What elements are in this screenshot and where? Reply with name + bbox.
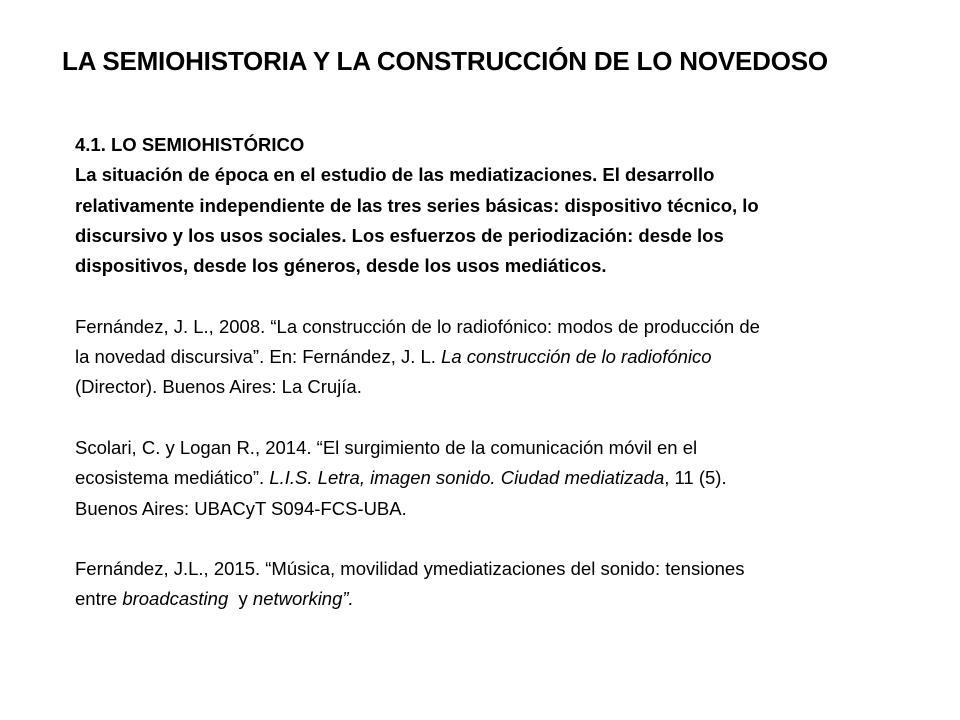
reference-2-text: ecosistema mediático”.	[75, 467, 270, 489]
reference-2	[75, 433, 905, 524]
section-line-2: relativamente independiente de las tres series básicas: dispositivo técnico, lo	[75, 194, 759, 216]
slide-title: LA SEMIOHISTORIA Y LA CONSTRUCCIÓN DE LO NOVEDOSO	[62, 46, 828, 76]
reference-1-text: la novedad discursiva”. En: Fernández, J. L.	[75, 346, 442, 368]
reference-2-line-3: Buenos Aires: UBACyT S094-FCS-UBA.	[75, 497, 407, 519]
section-line-1: La situación de época en el estudio de las mediatizaciones. El desarrollo	[75, 164, 715, 186]
reference-3-line-1: Fernández, J.L., 2015. “Música, movilidad ymediatizaciones del sonido: tensiones	[75, 558, 745, 580]
reference-3-closing: ”.	[342, 588, 354, 610]
section-line-4: dispositivos, desde los géneros, desde los usos mediáticos.	[75, 255, 607, 277]
reference-2-journal-title: L.I.S. Letra, imagen sonido. Ciudad mediatizada	[269, 467, 665, 489]
spacer	[75, 281, 905, 311]
reference-2-volume: , 11 (5).	[664, 467, 727, 489]
spacer	[75, 403, 905, 433]
reference-1-line-2	[75, 342, 905, 372]
spacer	[75, 524, 905, 554]
reference-3-term-networking: networking	[252, 588, 343, 610]
reference-2-line-2	[75, 463, 905, 493]
slide-content	[75, 130, 905, 615]
section-line-3: discursivo y los usos sociales. Los esfuerzos de periodización: desde los	[75, 224, 724, 246]
section-intro	[75, 130, 905, 281]
reference-1-line-1: Fernández, J. L., 2008. “La construcción de lo radiofónico: modos de producción de	[75, 315, 760, 337]
reference-1	[75, 312, 905, 403]
reference-1-book-title: La construcción de lo radiofónico	[441, 346, 712, 368]
reference-3-connector: y	[228, 588, 253, 610]
section-heading: 4.1. LO SEMIOHISTÓRICO	[75, 134, 305, 155]
reference-3	[75, 554, 905, 615]
reference-3-term-broadcasting: broadcasting	[122, 588, 229, 610]
reference-3-text: entre	[75, 588, 123, 610]
reference-3-line-2	[75, 584, 905, 614]
reference-1-line-3: (Director). Buenos Aires: La Crujía.	[75, 376, 362, 398]
reference-2-line-1: Scolari, C. y Logan R., 2014. “El surgimiento de la comunicación móvil en el	[75, 436, 698, 458]
